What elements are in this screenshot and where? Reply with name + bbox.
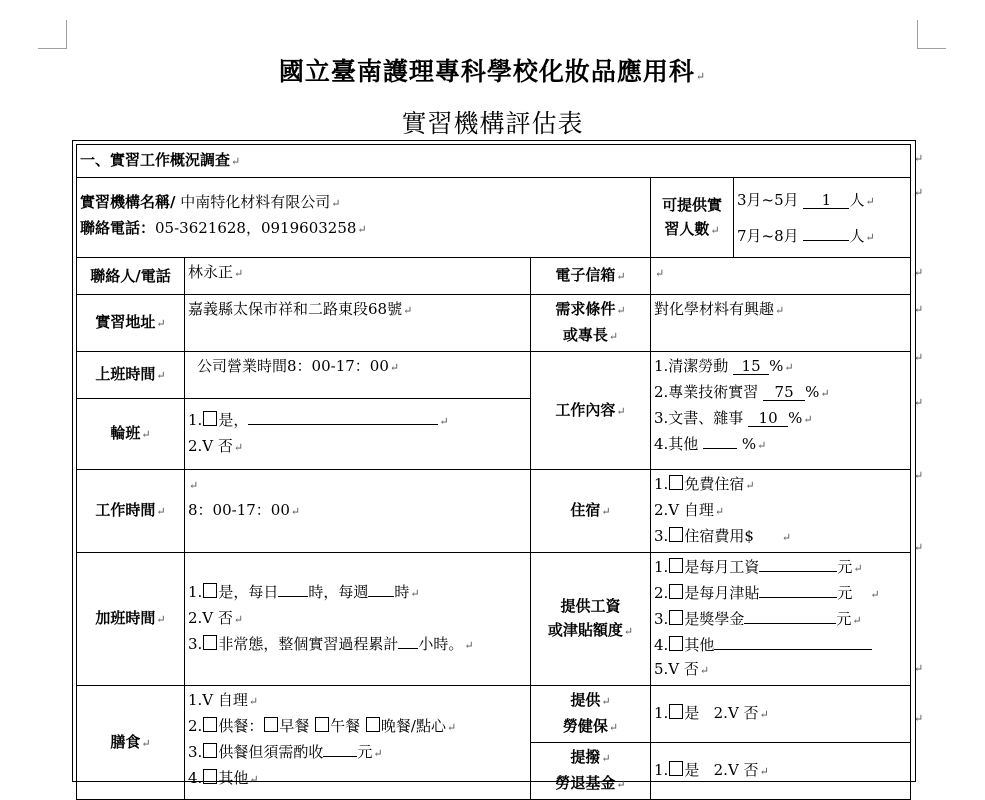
org-info-cell[interactable] bbox=[77, 178, 651, 258]
document-subtitle: 實習機構評估表 bbox=[401, 109, 584, 138]
overtime-option: 1. 是，每日 時，每週 時↵ bbox=[188, 580, 527, 606]
capacity-cell[interactable] bbox=[734, 178, 911, 258]
capacity-line-2: 7月~8月 人↵ bbox=[737, 224, 907, 250]
org-name-line: 實習機構名稱/ 中南特化材料有限公司↵ bbox=[80, 193, 341, 211]
crop-mark-top-left bbox=[38, 20, 67, 49]
row-end-mark: ↵ bbox=[914, 266, 924, 279]
contact-row bbox=[77, 258, 911, 295]
address-row bbox=[77, 295, 911, 352]
pay-option: 5.V 否↵ bbox=[654, 660, 710, 678]
org-row bbox=[77, 178, 911, 258]
checkbox[interactable] bbox=[203, 583, 217, 598]
address-value-cell[interactable]: 嘉義縣太保市祥和二路東段68號↵ bbox=[185, 295, 531, 352]
insurance-label: 提供↵ 勞健保↵ bbox=[531, 686, 651, 743]
email-value-cell[interactable]: ↵ bbox=[651, 258, 911, 295]
row-end-mark: ↵ bbox=[914, 186, 924, 199]
overtime-row bbox=[77, 553, 911, 686]
checkbox[interactable] bbox=[669, 761, 683, 776]
work-content-item: 3.文書、雜事 10 %↵ bbox=[654, 409, 813, 427]
checkbox[interactable] bbox=[264, 717, 278, 732]
phone-line: 聯絡電話：05-3621628，0919603258↵ bbox=[80, 219, 367, 237]
pay-option: 4. 其他 bbox=[654, 633, 907, 657]
overtime-option: 3. 非常態，整個實習過程累計 小時。↵ bbox=[188, 632, 527, 658]
meal-insurance-row bbox=[77, 686, 911, 743]
hours-label: 上班時間↵ bbox=[77, 352, 185, 399]
capacity-label: 可提供實 習人數↵ bbox=[651, 178, 734, 258]
lodging-options-cell[interactable] bbox=[651, 470, 911, 553]
row-end-mark: ↵ bbox=[914, 152, 924, 165]
hours-value-cell[interactable]: 公司營業時間8：00-17：00↵ bbox=[185, 352, 531, 399]
row-end-mark: ↵ bbox=[914, 712, 924, 725]
email-label: 電子信箱↵ bbox=[531, 258, 651, 295]
checkbox[interactable] bbox=[669, 584, 683, 599]
work-content-label: 工作內容↵ bbox=[531, 352, 651, 470]
meal-label: 膳食↵ bbox=[77, 686, 185, 800]
checkbox[interactable] bbox=[203, 769, 217, 784]
row-end-mark: ↵ bbox=[914, 303, 924, 316]
checkbox[interactable] bbox=[669, 610, 683, 625]
worktime-label: 工作時間↵ bbox=[77, 470, 185, 553]
row-end-mark: ↵ bbox=[914, 396, 924, 409]
requirement-value-cell[interactable]: 對化學材料有興趣↵ bbox=[651, 295, 911, 352]
section-row bbox=[77, 145, 911, 178]
checkbox[interactable] bbox=[669, 558, 683, 573]
checkbox[interactable] bbox=[203, 411, 217, 426]
meal-options-cell[interactable] bbox=[185, 686, 531, 800]
lodging-option: 1. 免費住宿↵ bbox=[654, 475, 755, 493]
row-end-mark: ↵ bbox=[914, 662, 924, 675]
contact-label: 聯絡人/電話 bbox=[77, 258, 185, 295]
pension-label: 提撥↵ 勞退基金↵ bbox=[531, 743, 651, 800]
shift-label: 輪班↵ bbox=[77, 399, 185, 470]
meal-option: 1.V 自理↵ bbox=[188, 691, 259, 709]
overtime-options-cell[interactable] bbox=[185, 553, 531, 686]
row-end-mark: ↵ bbox=[914, 351, 924, 364]
lodging-option: 2.V 自理↵ bbox=[654, 501, 725, 519]
shift-option-yes: 1. 是， ↵ bbox=[188, 408, 527, 434]
crop-mark-top-right bbox=[917, 20, 946, 49]
checkbox[interactable] bbox=[669, 704, 683, 719]
lodging-label: 住宿↵ bbox=[531, 470, 651, 553]
checkbox[interactable] bbox=[669, 527, 683, 542]
pension-options-cell[interactable]: 1. 是 2.V 否↵ bbox=[651, 743, 911, 800]
meal-option: 4. 其他↵ bbox=[188, 769, 259, 787]
insurance-options-cell[interactable]: 1. 是 2.V 否↵ bbox=[651, 686, 911, 743]
pay-label: 提供工資 或津貼額度↵ bbox=[531, 553, 651, 686]
pay-option: 1. 是每月工資 元↵ bbox=[654, 555, 907, 581]
work-content-item: 4.其他 %↵ bbox=[654, 432, 907, 458]
row-end-mark: ↵ bbox=[914, 541, 924, 554]
work-content-item: 2.專業技術實習 75 %↵ bbox=[654, 383, 830, 401]
evaluation-form-table bbox=[76, 144, 911, 800]
checkbox[interactable] bbox=[315, 717, 329, 732]
checkbox[interactable] bbox=[669, 636, 683, 651]
worktime-value-cell[interactable]: ↵ 8：00-17：00↵ bbox=[185, 470, 531, 553]
meal-option: 3. 供餐但須需酌收 元↵ bbox=[188, 740, 527, 766]
contact-value-cell[interactable]: 林永正↵ bbox=[185, 258, 531, 295]
lodging-option: 3. 住宿費用$ ↵ bbox=[654, 527, 792, 545]
requirement-label: 需求條件↵ 或專長↵ bbox=[531, 295, 651, 352]
checkbox[interactable] bbox=[203, 717, 217, 732]
pay-option: 3. 是獎學金 元↵ bbox=[654, 607, 907, 633]
overtime-option: 2.V 否↵ bbox=[188, 609, 244, 627]
address-label: 實習地址↵ bbox=[77, 295, 185, 352]
pay-options-cell[interactable] bbox=[651, 553, 911, 686]
worktime-row bbox=[77, 470, 911, 553]
row-end-mark: ↵ bbox=[914, 469, 924, 482]
shift-option-no: 2.V 否↵ bbox=[188, 437, 244, 455]
pay-option: 2. 是每月津貼 元 ↵ bbox=[654, 581, 907, 607]
checkbox[interactable] bbox=[669, 475, 683, 490]
meal-option: 2. 供餐： 早餐 午餐 晚餐/點心↵ bbox=[188, 717, 457, 735]
work-content-item: 1.清潔勞動 15 %↵ bbox=[654, 357, 794, 375]
shift-options-cell[interactable] bbox=[185, 399, 531, 470]
checkbox[interactable] bbox=[366, 717, 380, 732]
hours-row bbox=[77, 352, 911, 399]
section-heading: 一、實習工作概況調查↵ bbox=[77, 145, 911, 178]
work-content-cell[interactable] bbox=[651, 352, 911, 470]
document-title: 國立臺南護理專科學校化妝品應用科↵ bbox=[278, 57, 707, 86]
checkbox[interactable] bbox=[203, 635, 217, 650]
overtime-label: 加班時間↵ bbox=[77, 553, 185, 686]
paragraph-mark: ↵ bbox=[695, 70, 707, 83]
capacity-line-1: 3月~5月 1 人↵ bbox=[737, 191, 875, 209]
